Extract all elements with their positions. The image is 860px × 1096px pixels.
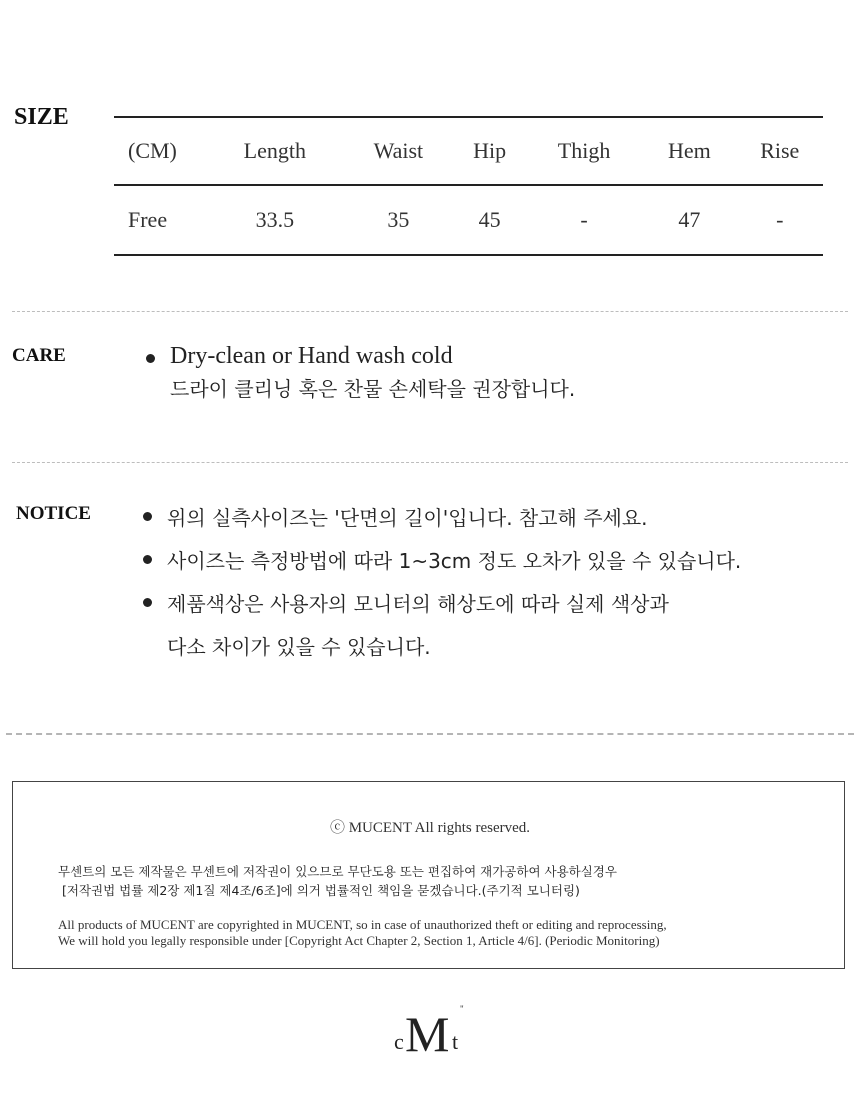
copyright-notice-en: All products of MUCENT are copyrighted in MUCENT, so in case of unauthorized theft or editing and reprocessing,	[58, 917, 667, 932]
copyright-notice-en: We will hold you legally responsible under [Copyright Act Chapter 2, Section 1, Article 4/6]. (Periodic Monitoring)	[58, 933, 660, 948]
size-header-cell: Thigh	[526, 117, 642, 185]
notice-item: 위의 실측사이즈는 '단면의 길이'입니다. 참고해 주세요.	[167, 506, 648, 530]
size-table-header-row	[114, 117, 823, 185]
size-cell: 45	[453, 185, 526, 255]
size-header-cell: Waist	[344, 117, 453, 185]
section-divider	[12, 311, 848, 312]
copyright-notice-kr: 무센트의 모든 제작물은 무센트에 저작권이 있으므로 무단도용 또는 편집하여 재가공하여 사용하실경우	[58, 864, 617, 879]
section-divider	[6, 733, 854, 735]
size-section-title: SIZE	[14, 104, 69, 130]
size-header-cell: Hip	[453, 117, 526, 185]
size-table-row	[114, 185, 823, 255]
care-instruction-en: Dry-clean or Hand wash cold	[170, 343, 453, 369]
notice-item-continuation: 다소 차이가 있을 수 있습니다.	[167, 635, 431, 659]
brand-logo-icon	[388, 1000, 478, 1060]
bullet-icon	[146, 354, 155, 363]
logo-letter-right: t	[452, 1029, 459, 1054]
size-cell: 35	[344, 185, 453, 255]
care-section-title: CARE	[12, 345, 66, 366]
logo-mark: "	[460, 1004, 464, 1014]
size-cell: -	[526, 185, 642, 255]
bullet-icon	[143, 555, 152, 564]
notice-section-title: NOTICE	[16, 503, 91, 524]
brand-logo	[388, 1000, 478, 1060]
care-instruction-kr: 드라이 클리닝 혹은 찬물 손세탁을 권장합니다.	[170, 377, 576, 401]
size-cell: 33.5	[206, 185, 344, 255]
bullet-icon	[143, 512, 152, 521]
notice-item: 사이즈는 측정방법에 따라 1~3cm 정도 오차가 있을 수 있습니다.	[167, 549, 742, 573]
size-table	[114, 116, 823, 256]
size-header-cell: Rise	[737, 117, 823, 185]
copyright-title: ⓒ MUCENT All rights reserved.	[329, 820, 531, 836]
notice-item: 제품색상은 사용자의 모니터의 해상도에 따라 실제 색상과	[167, 592, 669, 616]
size-cell: -	[737, 185, 823, 255]
size-cell: 47	[642, 185, 736, 255]
bullet-icon	[143, 598, 152, 607]
size-header-cell: Length	[206, 117, 344, 185]
size-header-cell: Hem	[642, 117, 736, 185]
copyright-notice-kr: [저작권법 법률 제2장 제1질 제4조/6조]에 의거 법률적인 책임을 묻겠습니다.(주기적 모니터링)	[62, 883, 580, 898]
logo-letter-center: M	[405, 1006, 450, 1060]
size-cell: Free	[114, 185, 206, 255]
section-divider	[12, 462, 848, 463]
logo-letter-left: c	[394, 1029, 404, 1054]
size-header-cell: (CM)	[114, 117, 206, 185]
